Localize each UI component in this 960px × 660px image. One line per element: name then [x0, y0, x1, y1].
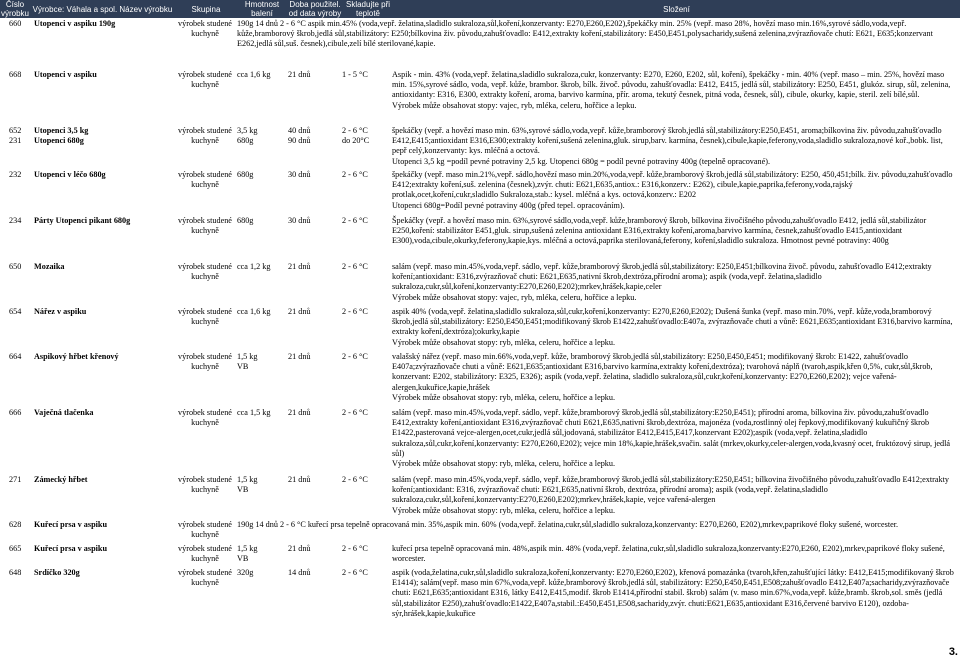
product-group: výrobek studené kuchyně: [178, 126, 232, 146]
product-use-by: 30 dnů: [288, 216, 311, 225]
product-group: výrobek studené kuchyně: [178, 262, 232, 282]
product-number: 666: [9, 408, 22, 417]
product-name: Mozaika: [34, 262, 65, 271]
product-storage: 2 - 6 °C do 20°C: [342, 126, 370, 146]
product-storage: 2 - 6 °C: [342, 352, 368, 361]
product-group: výrobek studené kuchyně: [178, 216, 232, 236]
header-supplier-name: Výrobce: Váhala a spol. Název výrobku: [32, 4, 173, 14]
product-weight: cca 1,5 kg: [237, 408, 271, 417]
product-number: 664: [9, 352, 22, 361]
product-group: výrobek studené kuchyně: [178, 170, 232, 190]
product-number: 668: [9, 70, 22, 79]
product-name: Utopenci v léčo 680g: [34, 170, 106, 179]
product-composition: 190g 14 dnů 2 - 6 °C aspik min.45% (voda,vepř. želatina,sladidlo sukraloza,sůl,koření,konzervanty: E270,E260,E202),špekáčky min. 25% (vepř. maso 28%, hovězí maso min.16%,syrové sádlo,voda,vepř. kůže,bramborový škrob,jedlá sůl,stabilizátory: E250;bílkovina živ. původu,zahušťovadlo: E412,extrakty koření,stabilizátory: E450,E451,polysacharidy,sušená zelenina,zvýrazňovače chutí: E621, E635;konzervant E262,jedlá sůl,suš. česnek),cibule,zelí bílé sterilované,kapie.: [237, 19, 933, 49]
product-name: Srdíčko 320g: [34, 568, 80, 577]
product-composition: špekáčky (vepř. maso min.21%,vepř. sádlo,hovězí maso min.20%,voda,vepř. kůže,bramborový škrob,jedlá sůl,stabilizátory: E250, 450,451;bílk. živ. původu,zahušťovadlo E412;extrakty koření,suš. zelenina (česnek),zvýr. chuti: E621,E635,antiox.: E316,konzerv.: E262), cibule,kapie,paprika,feferony,voda,rajský protlak,ocet,koření,cukr,sladidlo Sukraloza,stab.: kysel. mléčná a kys. octová,konzerv.: E202 Utopenci 680g=Podíl pevné potraviny 400g (před tepel. opracováním).: [392, 170, 953, 210]
product-weight: 320g: [237, 568, 254, 577]
product-use-by: 30 dnů: [288, 170, 311, 179]
header-number: Číslo výrobku: [0, 0, 29, 18]
product-storage: 2 - 6 °C: [342, 568, 368, 577]
header-composition: Složení: [663, 4, 690, 14]
product-composition: salám (vepř. maso min.45%,voda,vepř. sádlo, vepř. kůže,bramborový škrob,jedlá sůl,stabilizátory:E250,E451; bílkovina živočišného původu,zahušťovadlo E412;extrakty koření;antioxidant: E316, zvýrazňovač chuti: E621,E635,nativní škrob, dextróza, přírodní aroma); aspik (voda,vepř. želatina,sladidlo sukraloza,cukr,sůl,koření,konzervanty:E270,E260,E202);mrkev,hrášek,kapie, vejce vařená-alergen Výrobek může obsahovat stopy: ryb, mléka, celeru, hořčice a lepku.: [392, 475, 949, 515]
product-name: Aspikový hřbet křenový: [34, 352, 119, 361]
product-composition: špekáčky (vepř. a hovězí maso min. 63%,syrové sádlo,voda,vepř. kůže,bramborový škrob,jedlá sůl,stabilizátory:E250,E451, aroma;bílkovina živ. původu,zahušťovadlo E412,E415;antioxidant E316,E300;extrakty koření,sušená zelenina,gluk. sirup,barv. karmína, česnek),cibule,kapie,feferony,voda,sladidlo sukraloza,nové koř.,bobk. list, pepř celý,konzervanty: kys. mléčná a octová. Utopenci 3,5 kg =podíl pevné potraviny 2,5 kg. Utopenci 680g = podíl pevné potraviny 400g (tepelně opracované).: [392, 126, 943, 166]
product-storage: 2 - 6 °C: [342, 307, 368, 316]
product-composition: salám (vepř. maso min.45%,voda,vepř. sádlo, vepř. kůže,bramborový škrob,jedlá sůl,stabilizátory:E250,E451); přírodní aroma, bílkovina živ. původu,zahušťovadlo E412,extrakty koření,antioxidant E316,zvýrazňovač chuti E621,E635,nativní škrob,dextróza, majonéza (voda,rostlinný olej řepkový,modifikovaný kukuřičný škrob E1422,pasterovaná vejce-alergen,ocet,cukr,jedlá sůl,jodovaná, stabilizátor E412,E415,E417,konzervant E202);aspik (voda,vepř. želatina,sladidlo sukraloza,sůl,cukr,koření,konzervanty: E270,E260,E202); vejce min 18%,kapie,hrášek,svačin. salát (mrkev,okurky,celer-alergen,voda,kvasný ocet, fruktózový sirup, jedlá sůl) Výrobek může obsahovat stopy: ryb, mléka, celeru, hořčice a lepku.: [392, 408, 951, 469]
page-number: 3.: [948, 646, 958, 658]
product-group: výrobek studené kuchyně: [178, 307, 232, 327]
product-group: výrobek studené kuchyně: [178, 70, 232, 90]
product-composition: Špekáčky (vepř. a hovězí maso min. 63%,syrové sádlo,voda,vepř. kůže,bramborový škrob, bílkovina živočišného původu,zahušťovadlo E412, jedlá sůl,stabilizátor E250,koření: stabilizátor E451,gluk. sirup,sušená zelenina antioxidant E316,extrakty koření,aroma,barvivo karmína, česnek,zahušťovadlo E415,antioxidant E300),voda,cibule,okurky,feferony,kapie,kys. mléčná a octová,paprika sterilovaná,feferony, koření,sladidlo sukraloza. Hmotnost pevné potraviny: 400g: [392, 216, 927, 246]
product-storage: 2 - 6 °C: [342, 544, 368, 553]
product-group: výrobek studené kuchyně: [178, 544, 232, 564]
header-group: Skupina: [191, 4, 221, 14]
product-number: 660: [9, 19, 22, 28]
product-group: výrobek studené kuchyně: [178, 352, 232, 372]
product-use-by: 21 dnů: [288, 70, 311, 79]
product-use-by: 21 dnů: [288, 262, 311, 271]
product-name: Vaječná tlačenka: [34, 408, 94, 417]
product-weight: 1,5 kg VB: [237, 475, 258, 495]
product-group: výrobek studené kuchyně: [178, 19, 232, 39]
product-composition: Aspik - min. 43% (voda,vepř. želatina,sladidlo sukraloza,cukr, konzervanty: E270, E260, E202, sůl, koření), špekáčky - min. 40% (vepř. maso – min. 25%, hovězí maso min. 15%,syrové sádlo, voda, vepř. kůže, brambor. škrob, bílk. živoč. původu, zahušťovadla: E412, E415, jedlá sůl, stabilizátory: E250, E451, glukóz. sirup, sůl, zelenina, antioxidanty: E316, E300, extrakty koření, aroma, barvivo karmína, přír. aroma, tekutý česnek, pitná voda, česnek, sůl), cibule, okurky, kapie, steril. zelí bílé,sůl. Výrobek může obsahovat stopy: vajec, ryb, mléka, celeru, hořčice a lepku.: [392, 70, 951, 110]
product-weight: cca 1,6 kg: [237, 70, 271, 79]
product-composition: 190g 14 dnů 2 - 6 °C kuřecí prsa tepelně opracovaná min. 35%,aspik min. 60% (voda,vepř. želatina,cukr,sůl,sladidlo sukraloza,konzervanty: E270,E260, E202),mrkev,paprikové floky sušené, worcester.: [237, 520, 899, 529]
product-composition: kuřecí prsa tepelně opracovaná min. 48%,aspik min. 48% (voda,vepř. želatina,cukr,sůl,sladidlo sukraloza,konzervanty:E270,E260, E202),mrkev,paprikové floky sušené, worcester.: [392, 544, 945, 564]
product-use-by: 40 dnů 90 dnů: [288, 126, 311, 146]
product-group: výrobek studené kuchyně: [178, 475, 232, 495]
product-use-by: 21 dnů: [288, 408, 311, 417]
product-number: 271: [9, 475, 22, 484]
product-storage: 2 - 6 °C: [342, 408, 368, 417]
product-composition: aspik (voda,želatina,cukr,sůl,sladidlo sukraloza,koření,konzervanty: E270,E260,E202), křenová pomazánka (tvaroh,křen,zahušťující látky: E412,E415;modifikovaný škrob E1414); salám(vepř. maso min 67%,voda,vepř. kůže,bramborový škrob,jedlá sůl, stabilizátory: E250,E450,E451,E508;zahušťovadlo E412,E407a;sacharidy,zvýrazňovače chuti: E621,E635;antioxidant E316, látky E412,E415,modif. škrob E1414,přírodní stabil. škrob) salám (v. maso min.67%,voda,vepř. kůže,bramb. škrob,sol. směs (jedlá sůl,stabilizátor E250),zahušťovadlo:E1422,E407a,stabil.:E450,E451,E508,sacharidy,zvýr. chuti:E621,E635,antioxidant E316,červené barvivo E120), ozdoba-sýr,hrášek,kapie,kukuřice: [392, 568, 954, 618]
product-use-by: 21 dnů: [288, 475, 311, 484]
product-composition: valašský nářez (vepř. maso min.66%,voda,vepř. kůže, bramborový škrob,jedlá sůl,stabilizátory: E250,E450,E451; modifikovaný škrob: E1422, zahušťovadlo E407a;zvýrazňovače chuti a vůně: E621,E635;antioxidant E316,barvivo karmína,extrakty koření,dextróza); tvarohová náplň (tvaroh,aspik,křen 0,5%, cukr,sůl,škrob, konzervant: E202, stabilizátory: E325, E326); aspik (voda,vepř. želatina, sladidlo sukraloza,sůl,cukr,koření,konzervanty: E270,E260,E202); vejce vařená-alergen,kukuřice,kapie,hrášek Výrobek může obsahovat stopy: ryb, mléka, celeru, hořčice a lepku.: [392, 352, 933, 402]
product-name: Kuřecí prsa v aspiku: [34, 544, 108, 553]
product-weight: 1,5 kg VB: [237, 544, 258, 564]
product-storage: 1 - 5 °C: [342, 70, 368, 79]
product-use-by: 14 dnů: [288, 568, 311, 577]
product-number: 232: [9, 170, 22, 179]
product-weight: 1,5 kg VB: [237, 352, 258, 372]
product-weight: 680g: [237, 170, 254, 179]
product-use-by: 21 dnů: [288, 352, 311, 361]
product-name: Zámecký hřbet: [34, 475, 88, 484]
product-name: Kuřecí prsa v aspiku: [34, 520, 108, 529]
product-number: 654: [9, 307, 22, 316]
product-composition: aspik 40% (voda,vepř. želatina,sladidlo sukraloza,sůl,cukr,koření,konzervanty: E270,E260,E202); Dušená šunka (vepř. maso min.70%, vepř. kůže,voda,bramborový škrob,jedlá sůl,stabilizátory: E250,E450,E451;modifikovaný škrob E1422,zahušťovadlo:E407a, zvýrazňovače chuti a vůně: E621,E635;antioxidant E316,barvivo karmína, extrakty koření,dextróza);okurky,kapie Výrobek může obsahovat stopy: ryb, mléka, celeru, hořčice a lepku.: [392, 307, 953, 347]
header-use-by: Doba použitel. od data výroby: [288, 0, 342, 18]
product-name: Nářez v aspiku: [34, 307, 87, 316]
product-composition: salám (vepř. maso min.45%,voda,vepř. sádlo, vepř. kůže,bramborový škrob,jedlá sůl,stabilizátory: E250,E451;bílkovina živoč. původu, zahušťovadlo E412;extrakty koření;antioxidant: E316,zvýrazňovač chuti: E621,E635,nativní škrob,dextróza,přírodní aroma); aspik (voda,vepř. želatina,sladidlo sukraloza,cukr,sůl,koření,konzervanty:E270,E260,E202);mrkev,hrášek,kapie,celer Výrobek může obsahovat stopy: vajec, ryb, mléka, celeru, hořčice a lepku.: [392, 262, 932, 302]
product-storage: 2 - 6 °C: [342, 216, 368, 225]
product-storage: 2 - 6 °C: [342, 475, 368, 484]
product-name: Párty Utopenci pikant 680g: [34, 216, 131, 225]
product-group: výrobek studené kuchyně: [178, 568, 232, 588]
product-number: 234: [9, 216, 22, 225]
product-name: Utopenci 3,5 kg Utopenci 680g: [34, 126, 89, 146]
product-use-by: 21 dnů: [288, 307, 311, 316]
product-number: 665: [9, 544, 22, 553]
product-weight: 680g: [237, 216, 254, 225]
product-number: 628: [9, 520, 22, 529]
product-storage: 2 - 6 °C: [342, 262, 368, 271]
product-number: 648: [9, 568, 22, 577]
table-header: [0, 0, 960, 18]
product-storage: 2 - 6 °C: [342, 170, 368, 179]
product-use-by: 21 dnů: [288, 544, 311, 553]
product-weight: cca 1,2 kg: [237, 262, 271, 271]
product-number: 650: [9, 262, 22, 271]
product-group: výrobek studené kuchyně: [178, 520, 232, 540]
header-storage: Skladujte při teplotě: [345, 0, 391, 18]
product-weight: 3,5 kg 680g: [237, 126, 258, 146]
product-name: Utopenci v aspiku 190g: [34, 19, 116, 28]
product-group: výrobek studené kuchyně: [178, 408, 232, 428]
header-weight: Hmotnost balení: [244, 0, 280, 18]
product-weight: cca 1,6 kg: [237, 307, 271, 316]
product-name: Utopenci v aspiku: [34, 70, 97, 79]
product-number: 652 231: [9, 126, 22, 146]
